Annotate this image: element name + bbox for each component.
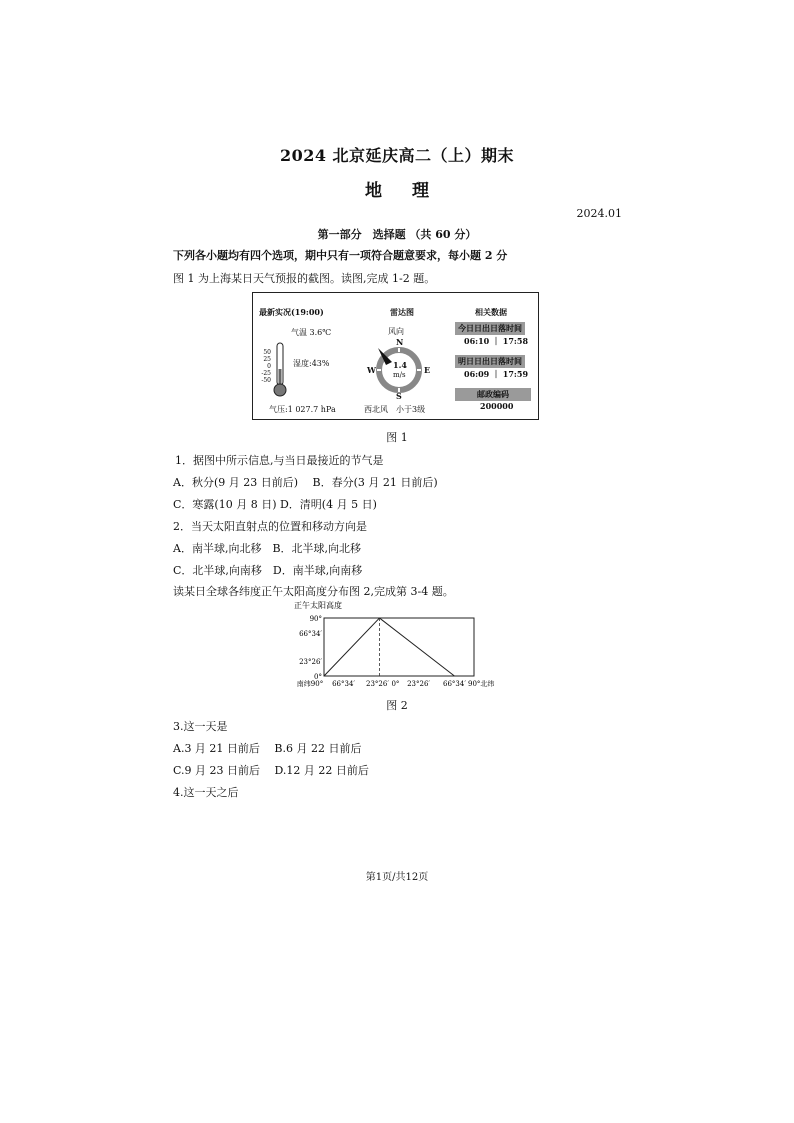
q1-options-ab: A．秋分(9 月 23 日前后) B．春分(3 月 21 日前后) [173,476,438,489]
section-heading: 第一部分 选择题 （共 60 分） [317,228,477,241]
tomorrow-sun-value: 06:09 ｜ 17:59 [464,369,529,379]
x-tick-label: 90°北纬 [468,680,495,688]
noon-sun-altitude-chart [288,598,508,694]
thermo-tick: -25 [261,370,271,377]
section-instruction: 下列各小题均有四个选项，期中只有一项符合题意要求，每小题 2 分 [173,249,508,262]
thermo-tick: 50 [263,349,271,356]
wind-description: 西北风 小于3级 [364,405,426,414]
wind-direction-label: 风向 [388,327,404,336]
thermometer-icon [272,341,288,399]
thermometer-scale [257,349,271,384]
q3-stem: 3.这一天是 [173,720,228,733]
q2-stem: 2．当天太阳直射点的位置和移动方向是 [173,520,367,533]
weather-figure [252,292,539,420]
postcode-label: 邮政编码 [455,388,531,401]
x-tick-label: 66°34′ [332,680,355,688]
humidity-label: 湿度:43% [293,359,330,368]
y-tick-label: 0° [314,673,322,681]
q3-options-ab: A.3 月 21 日前后 B.6 月 22 日前后 [173,742,362,755]
y-tick-label: 90° [309,615,322,623]
intro-text-1: 图 1 为上海某日天气预报的截图。读图,完成 1-2 题。 [173,272,436,285]
y-tick-label: 23°26′ [299,657,322,666]
latest-label: 最新实况(19:00) [259,307,324,317]
subject-title: 地理 [365,181,459,201]
pressure-label: 气压:1 027.7 hPa [269,405,336,414]
figure1-caption: 图 1 [386,431,408,444]
thermo-tick: 0 [267,363,271,370]
compass-west: W [367,365,376,375]
figure2-caption: 图 2 [386,699,408,712]
chart-ylabel: 正午太阳高度 [294,601,342,610]
related-data-label: 相关数据 [475,307,507,317]
compass-dial-icon [373,346,425,394]
wind-unit: m/s [393,371,406,379]
today-sun-value: 06:10 ｜ 17:58 [464,336,529,346]
today-sun-label: 今日日出日落时间 [455,322,525,335]
q3-options-cd: C.9 月 23 日前后 D.12 月 22 日前后 [173,764,369,777]
series-line [324,618,474,676]
x-tick-label: 66°34′ [443,680,466,688]
x-tick-label: 23°26′ [407,680,430,688]
radar-label: 雷达图 [390,307,414,317]
y-tick-label: 66°34′ [299,630,322,639]
compass-east: E [424,365,431,375]
postcode-value: 200000 [480,401,514,411]
y-tick-labels [299,615,322,681]
plot-frame [324,618,474,676]
q2-options-cd: C．北半球,向南移 D．南半球,向南移 [173,564,363,577]
compass-south: S [396,391,402,401]
page-title: 2024 北京延庆高二（上）期末 [279,146,515,165]
page-footer: 第1页/共12页 [365,872,429,883]
temperature-label: 气温 3.6℃ [291,328,332,337]
x-tick-label: 23°26′ [366,680,389,688]
x-tick-label: 南纬90° [296,680,324,688]
thermo-tick: -50 [261,377,271,384]
q1-options-cd: C．寒露(10 月 8 日) D．清明(4 月 5 日) [173,498,377,511]
q4-stem: 4.这一天之后 [173,786,239,799]
q1-stem: 1．据图中所示信息,与当日最接近的节气是 [175,454,384,467]
x-tick-label: 0° [391,680,400,688]
tomorrow-sun-label: 明日日出日落时间 [455,355,525,368]
exam-date: 2024.01 [576,207,622,220]
x-tick-labels [297,679,495,688]
compass-north: N [396,337,404,347]
thermo-tick: 25 [263,356,271,363]
q2-options-ab: A．南半球,向北移 B．北半球,向北移 [173,542,362,555]
intro-text-2: 读某日全球各纬度正午太阳高度分布图 2,完成第 3-4 题。 [173,585,454,598]
wind-speed: 1.4 [393,360,407,370]
